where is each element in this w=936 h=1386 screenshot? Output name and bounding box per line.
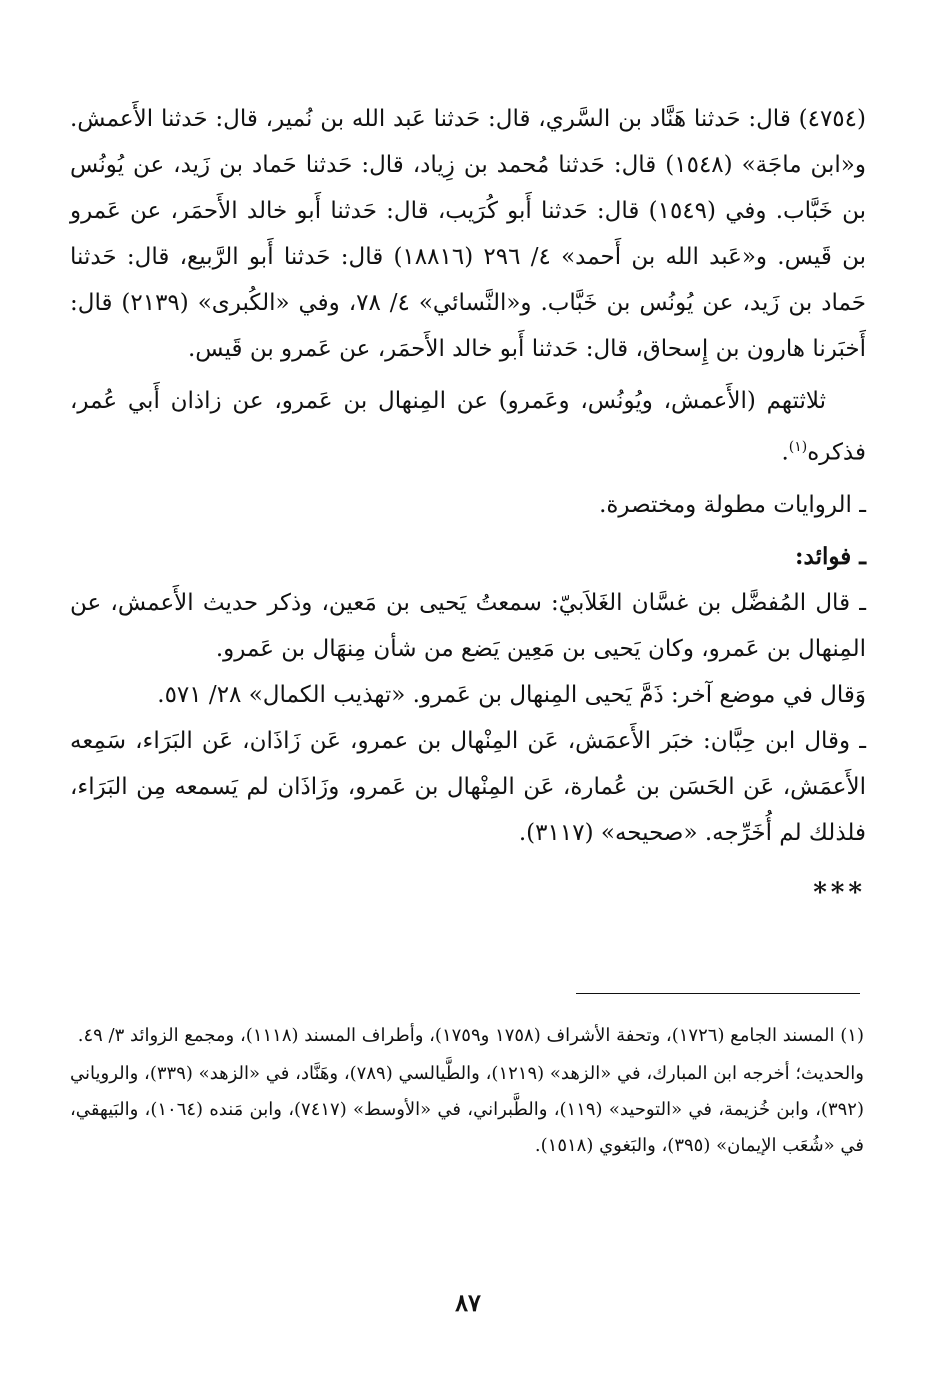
narrators-paragraph: [70, 378, 866, 476]
closing-period: .: [781, 439, 789, 466]
hadith-isnad-paragraph: (٤٧٥٤) قال: حَدثنا هَنَّاد بن السَّري، قال: حَدثنا عَبد الله بن نُمير، قال: حَدثنا الأَعمش. و«ابن ماجَة» (١٥٤٨) قال: حَدثنا مُحمد بن زِياد، قال: حَدثنا حَماد بن زَيد، عن يُونُس بن خَبَّاب. وفي (١٥٤٩) قال: حَدثنا أَبو كُرَيب، قال: حَدثنا أَبو خالد الأَحمَر، عن عَمرو بن قَيس. و«عَبد الله بن أَحمد» ٤/ ٢٩٦ (١٨٨١٦) قال: حَدثنا أَبو الرَّبيع، قال: حَدثنا حَماد بن زَيد، عن يُونُس بن خَبَّاب. و«النَّسائي» ٤/ ٧٨، وفي «الكُبرى» (٢١٣٩) قال: أَخبَرنا هارون بن إِسحاق، قال: حَدثنا أَبو خالد الأَحمَر، عن عَمرو بن قَيس.: [70, 106, 867, 362]
footnote-divider: [576, 993, 860, 994]
mufaddal-quote: ـ قال المُفضَّل بن غسَّان الغَلاَبيّ: سمعتُ يَحيى بن مَعين، وذكر حديث الأَعمش، عن المِنهال بن عَمرو، وكان يَحيى بن مَعِين يَضع من شأن مِنهَال بن عَمرو.: [70, 589, 866, 662]
another-place-quote: وَقال في موضع آخر: ذَمَّ يَحيى المِنهال بن عَمرو. «تهذيب الكمال» ٢٨/ ٥٧١.: [157, 681, 866, 708]
footnote-1: (١) المسند الجامع (١٧٢٦)، وتحفة الأشراف (١٧٥٨ و١٧٥٩)، وأطراف المسند (١١١٨)، ومجمع الزوائد ٣/ ٤٩.: [77, 1025, 864, 1046]
footnote-takhrij: والحديث؛ أخرجه ابن المبارك، في «الزهد» (١٢١٩)، والطَّيالسي (٧٨٩)، وهَنَّاد، في «الزهد» (٣٣٩)، والروياني (٣٩٢)، وابن خُزيمة، في «التوحيد» (١١٩)، والطَّبراني، في «الأوسط» (٧٤١٧)، وابن مَنده (١٠٦٤)، والبَيهقي، في «شُعَب الإيمان» (٣٩٥)، والبَغوي (١٥١٨).: [70, 1063, 864, 1156]
main-text: [70, 96, 866, 916]
riwayat-note: ـ الروايات مطولة ومختصرة.: [599, 491, 866, 518]
ibn-hibban-quote: ـ وقال ابن حِبَّان: خبَر الأَعمَش، عَن المِنْهال بن عمرو، عَن زَاذَان، عَن البَرَاء، سَمِعه الأَعمَش، عَن الحَسَن بن عُمارة، عَن المِنْهال بن عَمرو، وزَاذَان لم يَسمعه مِن البَرَاء، فلذلك لم أُخَرِّجه. «صحيحه» (٣١١٧).: [70, 727, 866, 846]
footnote-marker: (١): [788, 439, 808, 455]
fawaid-heading: ـ فوائد:: [795, 542, 866, 570]
section-separator: ***: [813, 877, 866, 908]
narrators-text: ثلاثتهم (الأَعمش، ويُونُس، وعَمرو) عن المِنهال بن عَمرو، عن زاذان أَبي عُمر، فذكره: [70, 388, 866, 466]
page-number: ٨٧: [455, 1288, 481, 1317]
footnotes: [70, 1018, 864, 1164]
